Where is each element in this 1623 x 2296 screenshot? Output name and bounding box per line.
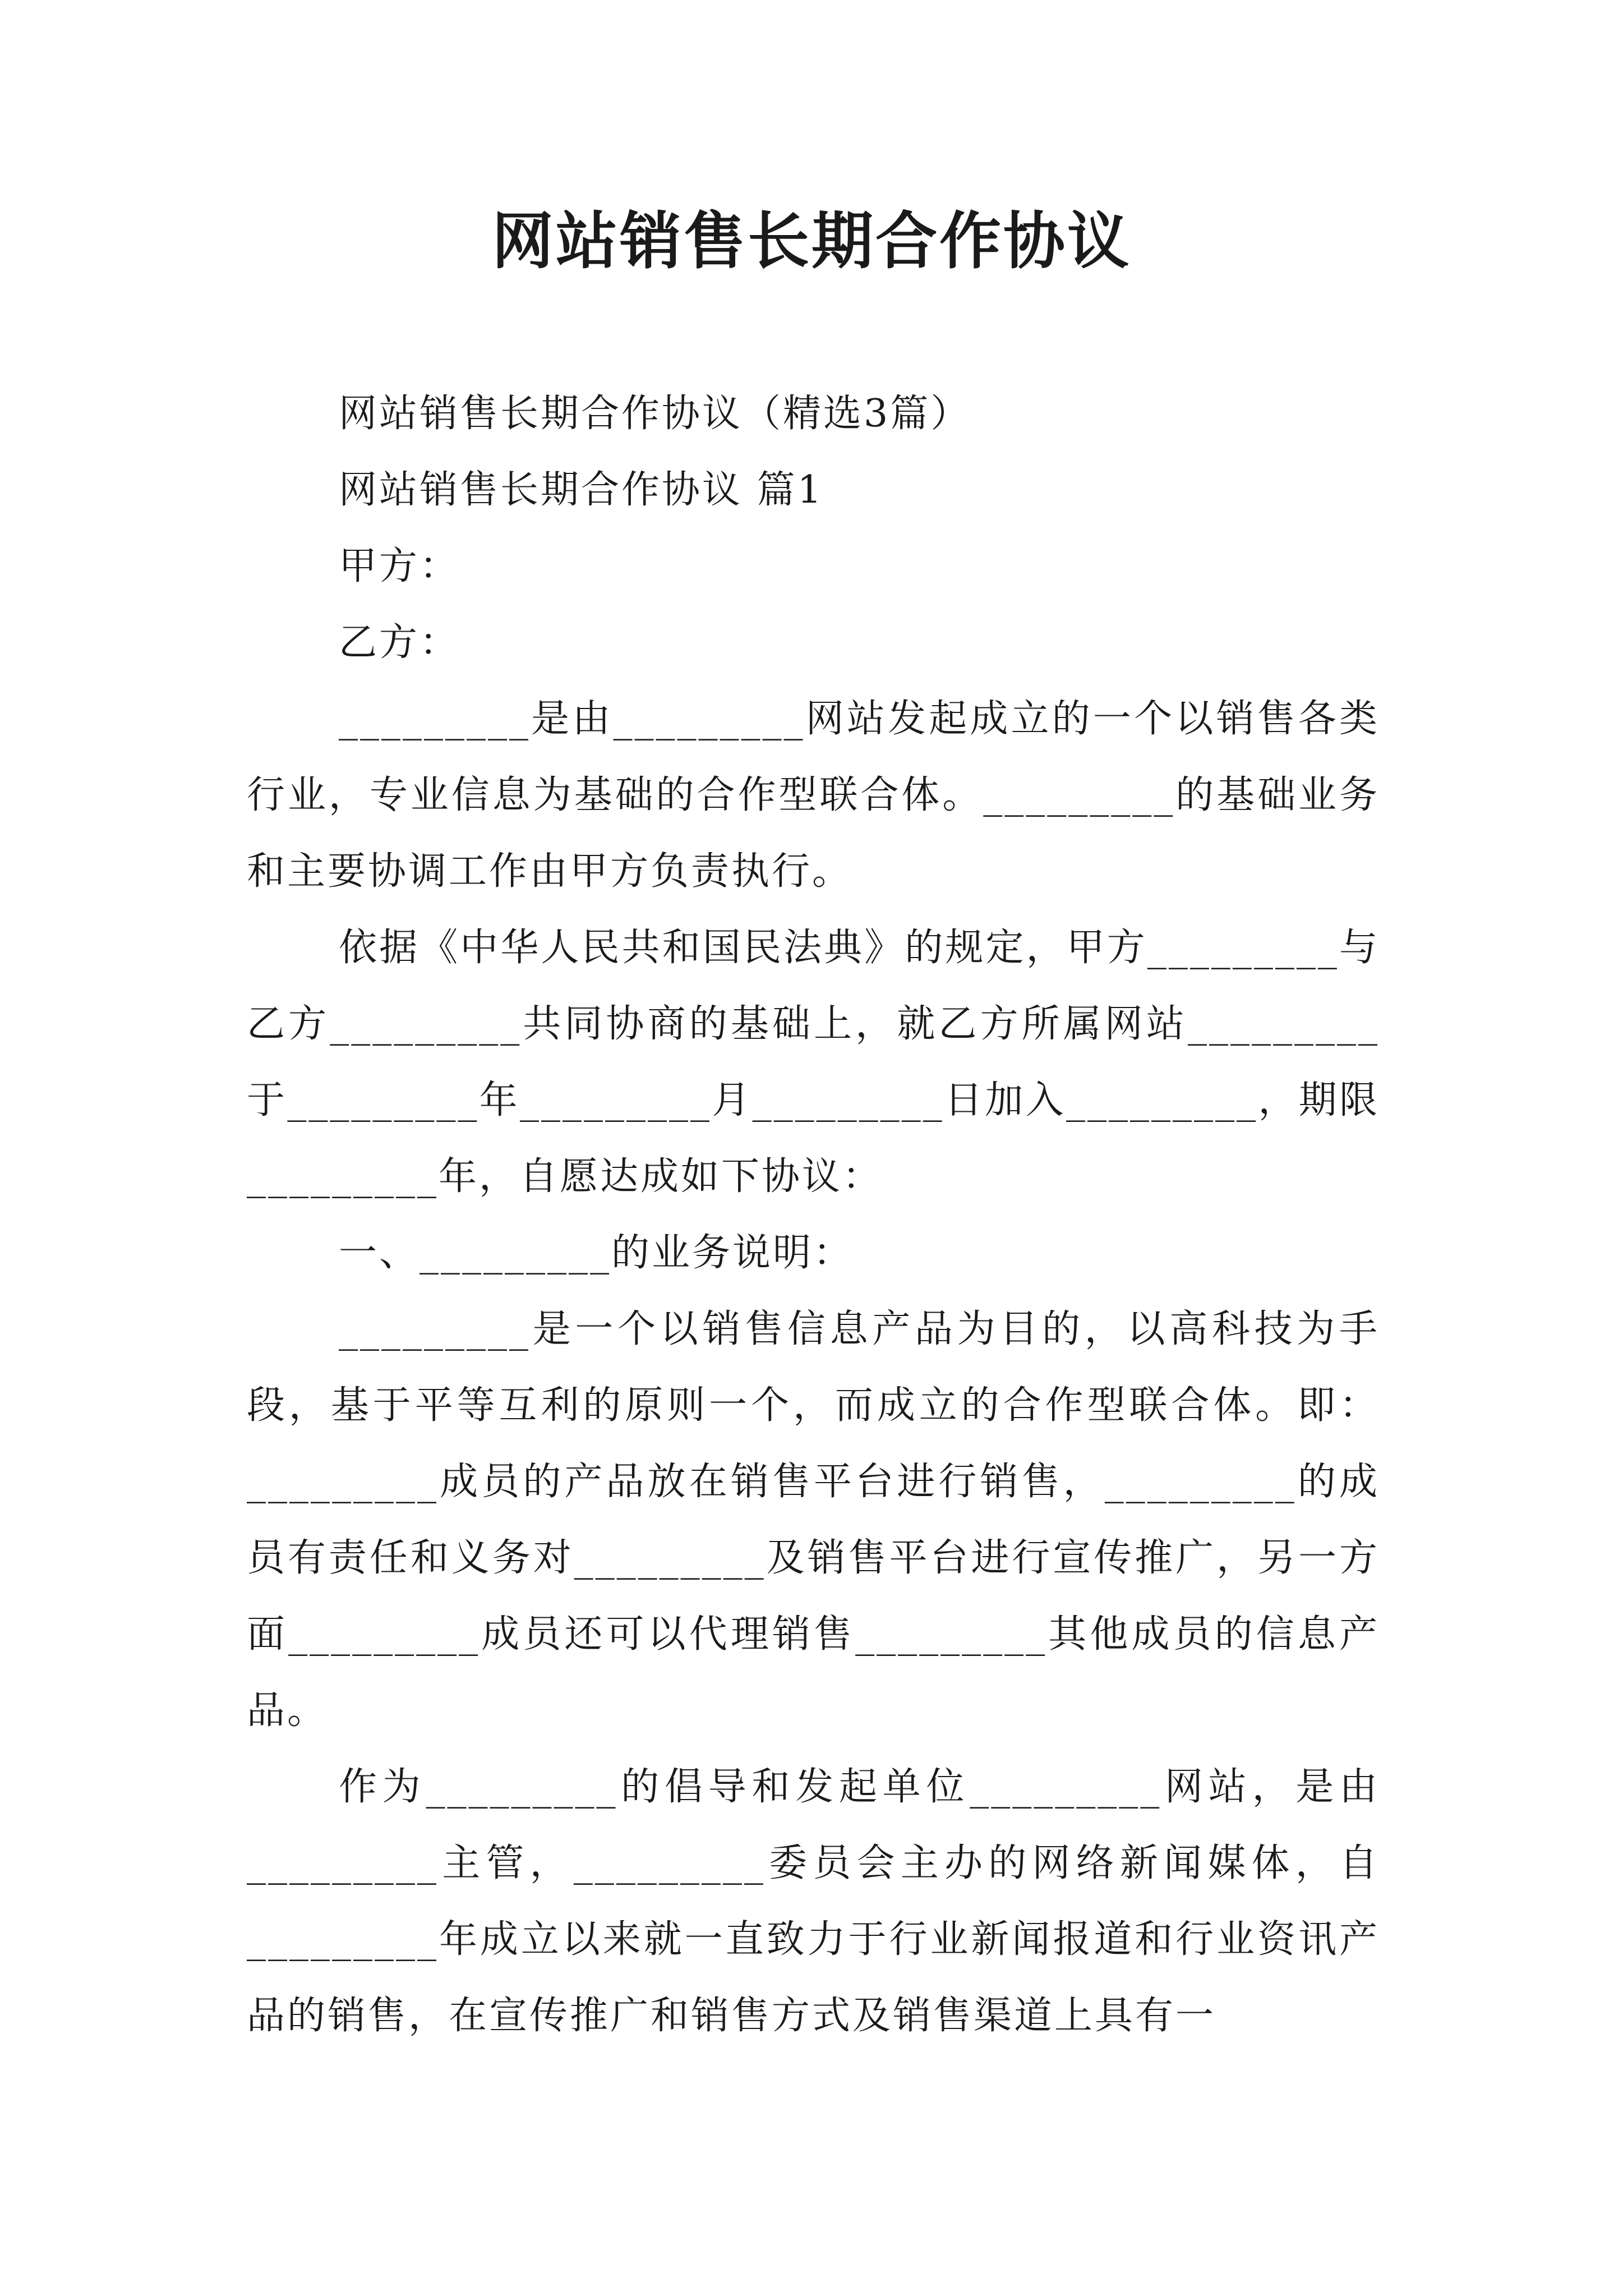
section-heading: 网站销售长期合作协议 篇1 — [339, 468, 824, 512]
document-body — [247, 376, 1380, 2054]
intro-paragraph: _________是由_________网站发起成立的一个以销售各类行业，专业信息为基础的合作型联合体。_________的基础业务和主要协调工作由甲方负责执行。 — [247, 697, 1380, 894]
subtitle-line: 网站销售长期合作协议（精选3篇） — [339, 392, 971, 436]
initiator-paragraph: 作为_________的倡导和发起单位_________网站，是由_________主管，_________委员会主办的网络新闻媒体，自_________年成立以来就一直致力于行业新闻报道和行业资讯产品的销售，在宣传推广和销售方式及销售渠道上具有一 — [247, 1765, 1380, 2038]
party-a-line: 甲方： — [339, 544, 460, 588]
basis-paragraph: 依据《中华人民共和国民法典》的规定，甲方_________与乙方_________共同协商的基础上，就乙方所属网站_________于_________年_________月_________日加入_________，期限_________年，自愿达成如下协议： — [247, 926, 1380, 1199]
business-paragraph: _________是一个以销售信息产品为目的，以高科技为手段，基于平等互利的原则一个，而成立的合作型联合体。即：_________成员的产品放在销售平台进行销售，_________的成员有责任和义务对_________及销售平台进行宣传推广，另一方面_________成员还可以代理销售_________其他成员的信息产品。 — [247, 1307, 1380, 1733]
party-b-line: 乙方： — [339, 620, 460, 665]
clause-heading: 一、_________的业务说明： — [339, 1231, 854, 1275]
document-title: 网站销售长期合作协议 — [492, 205, 1131, 277]
